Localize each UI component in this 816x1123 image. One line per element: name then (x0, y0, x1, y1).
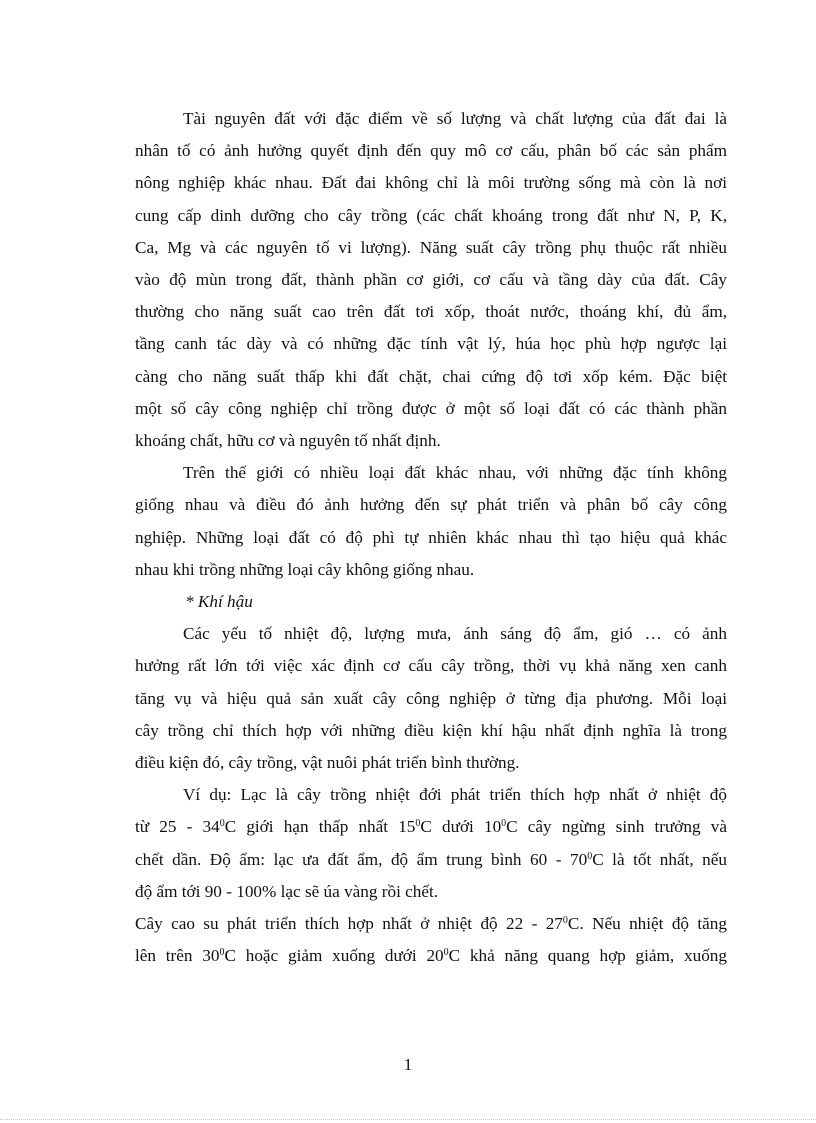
degree-superscript: 0 (562, 915, 568, 927)
text-line: vào độ mùn trong đất, thành phần cơ giới, cơ cấu và tầng dày của đất. Cây (135, 270, 727, 290)
text-line (135, 940, 727, 972)
text-run: chết dần. Độ ẩm: lạc ưa đất ẩm, độ ẩm trung bình 60 - 70 (135, 849, 588, 869)
text-line: Các yếu tố nhiệt độ, lượng mưa, ánh sáng độ ẩm, gió … có ảnh (183, 624, 727, 644)
text-run: C hoặc giảm xuống dưới 20 (224, 946, 444, 966)
text-line: cây trồng chỉ thích hợp với những điều kiện khí hậu nhất định nghĩa là trong (135, 720, 727, 740)
text-run: Cây cao su phát triển thích hợp nhất ở nhiệt độ 22 - 27 (135, 914, 563, 934)
text-line (135, 811, 727, 843)
rubber-tree-paragraph (135, 908, 727, 972)
text-line: thường cho năng suất cao trên đất tơi xốp, thoát nước, thoáng khí, đủ ẩm, (135, 302, 727, 322)
document-body (135, 103, 727, 972)
degree-superscript: 0 (415, 818, 421, 830)
text-line: Tài nguyên đất với đặc điểm về số lượng và chất lượng của đất đai là (183, 109, 727, 128)
text-line: nhân tố có ảnh hưởng quyết định đến quy mô cơ cấu, phân bố các sản phẩm (135, 141, 727, 161)
climate-paragraph (135, 618, 727, 779)
text-line: giống nhau và điều đó ảnh hưởng đến sự phát triển và phân bố cây công (135, 495, 727, 515)
degree-superscript: 0 (219, 818, 225, 830)
degree-superscript: 0 (443, 947, 449, 959)
text-line: cung cấp dinh dưỡng cho cây trồng (các chất khoáng trong đất như N, P, K, (135, 205, 727, 225)
text-run: C dưới 10 (420, 817, 502, 837)
text-run: lên trên 30 (135, 946, 220, 966)
text-line: một số cây công nghiệp chỉ trồng được ở một số loại đất có các thành phần (135, 398, 727, 418)
soil-types-paragraph (135, 457, 727, 586)
peanut-example-paragraph (135, 779, 727, 908)
text-run: C giới hạn thấp nhất 15 (224, 817, 416, 837)
degree-superscript: 0 (501, 818, 507, 830)
text-line: nhau khi trồng những loại cây không giống nhau. (135, 559, 475, 579)
text-line: tăng vụ và hiệu quả sản xuất cây công nghiệp ở từng địa phương. Mỗi loại (135, 688, 727, 708)
text-run: C. Nếu nhiệt độ tăng (567, 914, 727, 934)
text-line: khoáng chất, hữu cơ và nguyên tố nhất định. (135, 431, 441, 451)
degree-superscript: 0 (219, 947, 225, 959)
section-heading: * Khí hậu (185, 592, 253, 612)
text-run: C cây ngừng sinh trưởng và (506, 817, 727, 837)
text-line (135, 908, 727, 940)
text-line: càng cho năng suất thấp khi đất chặt, chai cứng độ tơi xốp kém. Đặc biệt (135, 366, 727, 386)
text-line: nông nghiệp khác nhau. Đất đai không chỉ là môi trường sống mà còn là nơi (135, 173, 727, 193)
text-line: hưởng rất lớn tới việc xác định cơ cấu cây trồng, thời vụ khả năng xen canh (135, 656, 727, 676)
text-run: C khả năng quang hợp giảm, xuống (448, 946, 727, 966)
page-bottom-divider (0, 1119, 816, 1120)
climate-heading (135, 586, 727, 618)
text-run: C là tốt nhất, nếu (592, 849, 727, 869)
text-line: điều kiện đó, cây trồng, vật nuôi phát triển bình thường. (135, 753, 520, 773)
text-line: Trên thế giới có nhiều loại đất khác nhau, với những đặc tính không (183, 463, 727, 483)
text-line: Ca, Mg và các nguyên tố vi lượng). Năng suất cây trồng phụ thuộc rất nhiều (135, 237, 727, 257)
degree-superscript: 0 (587, 850, 593, 862)
text-line: nghiệp. Những loại đất có độ phì tự nhiên khác nhau thì tạo hiệu quả khác (135, 527, 727, 547)
soil-resources-paragraph (135, 103, 727, 457)
text-line: độ ẩm tới 90 - 100% lạc sẽ úa vàng rồi chết. (135, 881, 439, 901)
text-line: Ví dụ: Lạc là cây trồng nhiệt đới phát triển thích hợp nhất ở nhiệt độ (183, 785, 727, 805)
page-number: 1 (403, 1055, 413, 1074)
text-run: từ 25 - 34 (135, 817, 220, 837)
text-line (135, 844, 727, 876)
text-line: tầng canh tác dày và có những đặc tính vật lý, húa học phù hợp ngược lại (135, 334, 727, 354)
